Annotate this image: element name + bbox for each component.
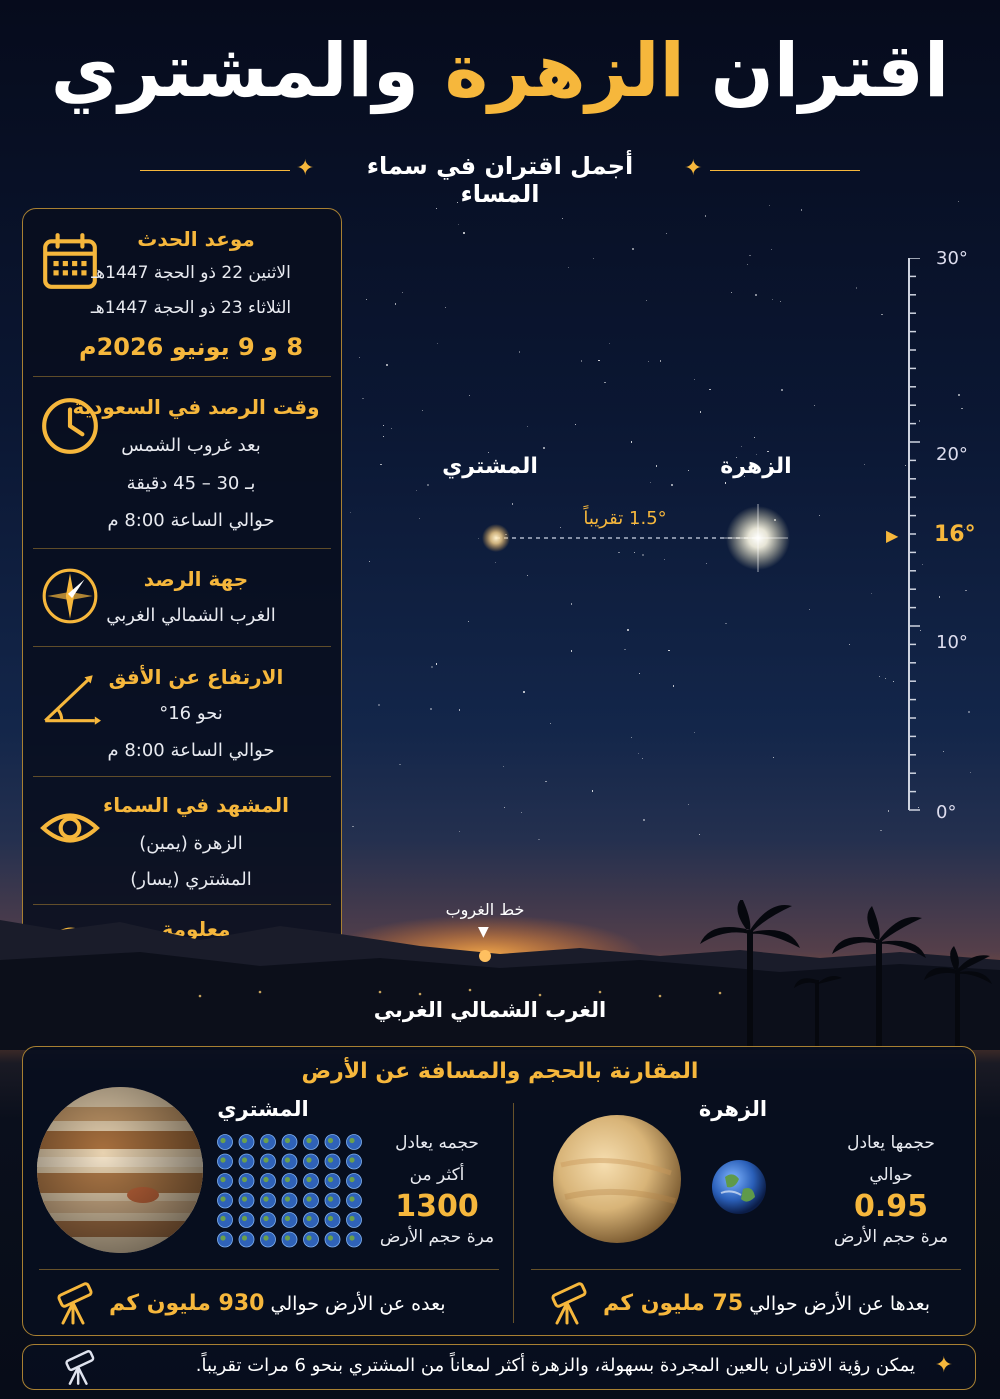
- venus-distance-value: 75 مليون كم: [603, 1291, 744, 1316]
- altitude-line-2: حوالي الساعة 8:00 م: [107, 740, 275, 761]
- star: [488, 452, 489, 453]
- star: [731, 292, 732, 293]
- earth-land: [263, 1216, 268, 1221]
- earth-land: [328, 1196, 333, 1201]
- earth-land: [328, 1235, 333, 1240]
- fact-title: معلومة: [161, 917, 231, 941]
- star: [709, 389, 710, 390]
- star: [705, 215, 706, 216]
- star: [642, 758, 643, 759]
- jupiter-distance-value: 930 مليون كم: [109, 1291, 265, 1316]
- star: [849, 644, 850, 645]
- star: [362, 398, 363, 399]
- star: [469, 395, 470, 396]
- star: [562, 218, 563, 219]
- star: [436, 663, 437, 664]
- scale-label-0: 0°: [936, 802, 957, 823]
- sparkle-icon: ✦: [934, 1353, 953, 1378]
- scale-label-10: 10°: [936, 632, 968, 653]
- subtitle-line-right: [710, 170, 860, 171]
- star: [378, 704, 380, 706]
- comparison-divider: [513, 1103, 514, 1323]
- star: [725, 482, 726, 483]
- event-section: [33, 209, 331, 377]
- event-date-hijri-1: الاثنين 22 ذو الحجة 1447هـ: [91, 263, 291, 283]
- star: [741, 446, 742, 447]
- earth-land: [220, 1216, 225, 1221]
- earth-land: [242, 1196, 247, 1201]
- star: [369, 561, 370, 562]
- jupiter-size-value: 1300: [395, 1189, 479, 1224]
- star: [458, 224, 459, 225]
- venus-distance: [603, 1291, 930, 1316]
- star: [772, 299, 773, 300]
- earth-land: [285, 1138, 290, 1143]
- page-title: [0, 28, 1000, 114]
- direction-line-1: الغرب الشمالي الغربي: [106, 605, 276, 626]
- title-part-2: والمشتري: [50, 28, 445, 114]
- star: [666, 233, 667, 234]
- star: [430, 708, 432, 710]
- star: [814, 405, 815, 406]
- altitude-title: الارتفاع عن الأفق: [108, 665, 284, 689]
- telescope-icon: [57, 1349, 101, 1387]
- star: [503, 766, 504, 767]
- star: [527, 426, 528, 427]
- jupiter-divider: [39, 1269, 499, 1270]
- earth-land: [263, 1138, 268, 1143]
- earth-land: [328, 1216, 333, 1221]
- time-line-2: بـ 30 – 45 دقيقة: [126, 473, 256, 494]
- star: [639, 673, 640, 674]
- venus-size-line-3: مرة حجم الأرض: [833, 1227, 949, 1247]
- star: [592, 790, 593, 791]
- earth-land: [263, 1157, 268, 1162]
- star: [571, 650, 572, 651]
- star: [402, 292, 403, 293]
- time-line-1: بعد غروب الشمس: [121, 435, 261, 456]
- earth-land: [285, 1196, 290, 1201]
- earth-land: [220, 1177, 225, 1182]
- star: [609, 343, 610, 344]
- earth-land: [263, 1235, 268, 1240]
- star: [519, 351, 520, 352]
- jupiter-size-line-1: حجمه يعادل: [395, 1133, 479, 1153]
- earth-land: [328, 1138, 333, 1143]
- star: [660, 360, 661, 361]
- star: [575, 424, 576, 425]
- star: [383, 436, 384, 437]
- jupiter-size-line-2: أكثر من: [409, 1165, 465, 1185]
- earth-land: [349, 1216, 354, 1221]
- subtitle-line-left: [140, 170, 290, 171]
- telescope-icon: [543, 1281, 593, 1327]
- sunset-arrow-icon: ▼: [478, 924, 489, 940]
- star: [459, 831, 460, 832]
- star: [463, 232, 465, 234]
- venus-size-line-2: حوالي: [869, 1165, 913, 1185]
- time-title: وقت الرصد في السعودية: [72, 395, 320, 419]
- earth-land: [349, 1138, 354, 1143]
- star: [459, 709, 460, 710]
- star: [819, 515, 820, 516]
- event-date-hijri-2: الثلاثاء 23 ذو الحجة 1447هـ: [90, 298, 292, 318]
- earth-land: [285, 1157, 290, 1162]
- star: [427, 484, 429, 486]
- star: [781, 389, 782, 390]
- earth-land: [306, 1177, 311, 1182]
- footer-text: يمكن رؤية الاقتران بالعين المجردة بسهولة، والزهرة أكثر لمعاناً من المشتري بنحو 6 مرات تقريباً.: [195, 1355, 915, 1376]
- subtitle: أجمل اقتران في سماء المساء: [366, 152, 634, 208]
- star: [350, 512, 351, 513]
- marker-arrow-icon: ▶: [886, 526, 899, 545]
- star: [395, 303, 396, 304]
- event-date-gregorian: 8 و 9 يونيو 2026م: [78, 333, 304, 361]
- venus-divider: [531, 1269, 961, 1270]
- star: [624, 649, 625, 650]
- star: [383, 425, 384, 426]
- star: [416, 490, 417, 491]
- earth-land: [349, 1177, 354, 1182]
- earth-land: [220, 1235, 225, 1240]
- earth-land: [328, 1157, 333, 1162]
- view-title: المشهد في السماء: [103, 793, 289, 817]
- earth-land: [328, 1177, 333, 1182]
- earth-land: [306, 1216, 311, 1221]
- star: [352, 826, 353, 827]
- star: [864, 464, 865, 465]
- star: [699, 834, 700, 835]
- star: [545, 781, 546, 782]
- star: [856, 287, 857, 288]
- jupiter-planet-image: [35, 1085, 205, 1255]
- direction-section: [33, 549, 331, 647]
- star: [780, 301, 781, 302]
- venus-label: الزهرة: [720, 454, 792, 479]
- star: [538, 839, 539, 840]
- star: [422, 410, 423, 411]
- title-part-1: اقتران: [684, 28, 950, 114]
- star: [380, 464, 381, 465]
- comparison-panel: [22, 1046, 976, 1336]
- venus-name: الزهرة: [698, 1097, 768, 1121]
- jupiter-size-line-3: مرة حجم الأرض: [379, 1227, 495, 1247]
- star: [604, 382, 605, 383]
- earth-land: [263, 1196, 268, 1201]
- star: [767, 451, 768, 452]
- separation-label: 1.5° تقريباً: [583, 508, 667, 529]
- earth-land: [220, 1157, 225, 1162]
- star: [598, 360, 599, 361]
- earth-land: [306, 1235, 311, 1240]
- altitude-line-1: نحو 16°: [159, 703, 223, 724]
- star: [550, 723, 551, 724]
- star: [631, 737, 632, 738]
- jupiter-label: المشتري: [442, 454, 538, 479]
- comparison-title: المقارنة بالحجم والمسافة عن الأرض: [301, 1059, 699, 1084]
- star: [568, 267, 569, 268]
- star: [671, 484, 673, 486]
- star: [571, 603, 572, 604]
- star: [431, 666, 433, 668]
- star: [391, 428, 392, 429]
- star: [725, 623, 726, 624]
- star: [769, 205, 770, 206]
- star: [754, 437, 755, 438]
- star: [880, 830, 881, 831]
- footer-note: [22, 1344, 976, 1390]
- earth-land: [306, 1157, 311, 1162]
- star: [632, 248, 634, 250]
- earth-land: [242, 1235, 247, 1240]
- jupiter-dot: [482, 524, 510, 552]
- subtitle-row: [140, 152, 860, 208]
- earth-land: [349, 1157, 354, 1162]
- sparkle-icon: ✦: [684, 156, 703, 181]
- earth-land: [349, 1196, 354, 1201]
- star: [399, 764, 400, 765]
- earth-land: [220, 1138, 225, 1143]
- scale-label-20: 20°: [936, 444, 968, 465]
- landscape: [0, 900, 1000, 1050]
- venus-size-value: 0.95: [853, 1189, 929, 1224]
- earth-land: [285, 1177, 290, 1182]
- earth-icon: [711, 1159, 767, 1215]
- time-line-3: حوالي الساعة 8:00 م: [107, 510, 275, 531]
- star: [504, 807, 505, 808]
- star: [694, 379, 695, 380]
- star: [809, 609, 810, 610]
- sunset-label: خط الغروب: [445, 900, 525, 919]
- view-line-2: المشتري (يسار): [130, 869, 252, 890]
- view-section: [33, 777, 331, 905]
- title-highlight: الزهرة: [444, 28, 685, 114]
- star: [581, 360, 582, 361]
- star: [643, 819, 645, 821]
- star: [771, 249, 772, 250]
- star: [646, 300, 647, 301]
- star: [631, 441, 632, 442]
- star: [871, 593, 872, 594]
- scale-label-30: 30°: [936, 248, 968, 269]
- scale-ruler: [908, 258, 922, 818]
- event-title: موعد الحدث: [137, 227, 255, 251]
- view-line-1: الزهرة (يمين): [139, 833, 243, 854]
- earth-land: [242, 1216, 247, 1221]
- star: [648, 361, 649, 362]
- star: [445, 307, 446, 308]
- star: [656, 465, 657, 466]
- earth-land: [242, 1157, 247, 1162]
- star: [366, 299, 367, 300]
- altitude-section: [33, 647, 331, 777]
- earth-land: [220, 1196, 225, 1201]
- star: [801, 209, 802, 210]
- star: [749, 255, 750, 256]
- conjunction-drawing: [470, 500, 790, 580]
- earth-land: [242, 1138, 247, 1143]
- earth-land: [285, 1216, 290, 1221]
- star: [359, 357, 360, 358]
- star: [879, 676, 880, 677]
- star: [773, 757, 774, 758]
- earth-land: [306, 1138, 311, 1143]
- earth-land: [242, 1177, 247, 1182]
- star: [885, 678, 886, 679]
- star: [437, 343, 438, 344]
- jupiter-distance-prefix: بعده عن الأرض حوالي: [270, 1293, 446, 1315]
- star: [958, 201, 959, 202]
- direction-title: جهة الرصد: [143, 567, 249, 591]
- star: [694, 732, 695, 733]
- star: [888, 810, 889, 811]
- star: [905, 465, 906, 466]
- star: [688, 804, 689, 805]
- earth-land: [285, 1235, 290, 1240]
- venus-size-line-1: حجمها يعادل: [847, 1133, 935, 1153]
- star: [386, 364, 387, 365]
- telescope-icon: [49, 1281, 99, 1327]
- star: [881, 314, 882, 315]
- star: [700, 411, 701, 412]
- sparkle-icon: ✦: [296, 156, 315, 181]
- star: [627, 629, 629, 631]
- jupiter-name: المشتري: [217, 1097, 309, 1121]
- earth-grid: [215, 1133, 365, 1249]
- star: [419, 518, 420, 519]
- venus-planet-image: [551, 1113, 683, 1245]
- time-section: [33, 377, 331, 549]
- earth-land: [263, 1177, 268, 1182]
- altitude-marker-label: 16°: [934, 522, 976, 547]
- star: [523, 691, 525, 693]
- star: [755, 294, 757, 296]
- star: [673, 685, 674, 686]
- star: [436, 208, 437, 209]
- star: [650, 482, 651, 483]
- star: [543, 447, 545, 449]
- star: [638, 753, 639, 754]
- jupiter-distance: [109, 1291, 446, 1316]
- horizon-label: الغرب الشمالي الغربي: [373, 998, 607, 1022]
- earth-land: [306, 1196, 311, 1201]
- star: [593, 258, 594, 259]
- star: [521, 812, 522, 813]
- star: [668, 650, 669, 651]
- earth-land: [349, 1235, 354, 1240]
- star: [893, 681, 894, 682]
- star: [747, 264, 748, 265]
- star: [468, 621, 469, 622]
- venus-distance-prefix: بعدها عن الأرض حوالي: [749, 1293, 931, 1315]
